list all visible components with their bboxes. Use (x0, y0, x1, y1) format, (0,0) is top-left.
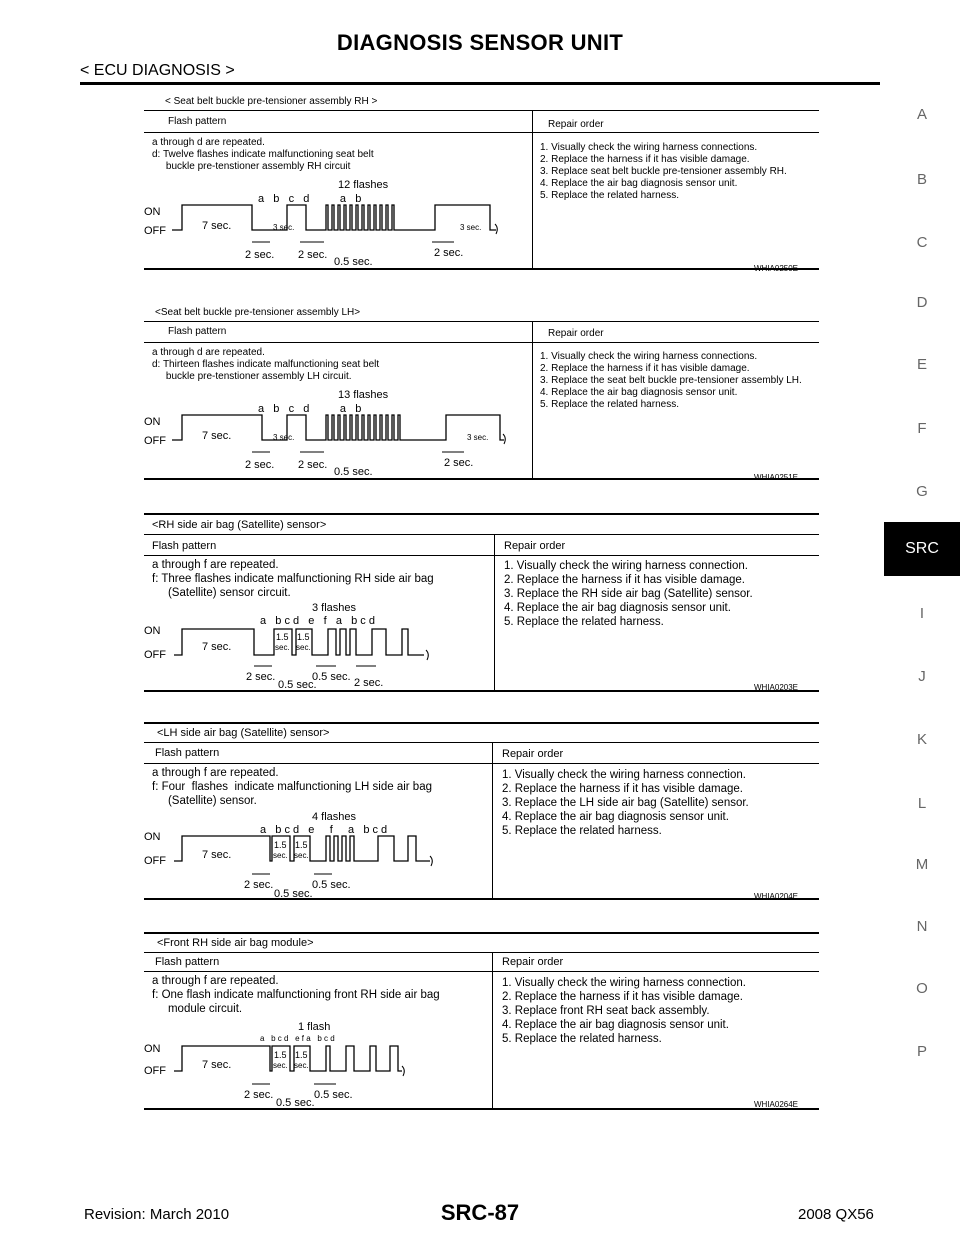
header-rule (80, 82, 880, 85)
break-mark (426, 650, 428, 660)
flash-pattern-header: Flash pattern (155, 747, 220, 759)
on-label: ON (144, 416, 161, 428)
figure-caption: <LH side air bag (Satellite) sensor> (157, 727, 330, 739)
revision-label: Revision: March 2010 (84, 1206, 230, 1223)
figure-code: WHIA0204E (754, 892, 799, 901)
figure-code: WHIA0250E (754, 264, 799, 273)
side-index-item[interactable]: B (916, 171, 927, 188)
duration-label: 2 sec. (444, 457, 474, 469)
duration-label: 2 sec. (298, 459, 328, 471)
side-index-active-tab[interactable]: SRC (884, 522, 960, 576)
breadcrumb: < ECU DIAGNOSIS > (80, 62, 235, 79)
page-title: DIAGNOSIS SENSOR UNIT (336, 30, 624, 55)
duration-label: 1.5 (276, 632, 289, 642)
figure-code: WHIA0264E (754, 1100, 799, 1109)
duration-label: 2 sec. (354, 677, 384, 689)
flash-description: a through d are repeated. d: Twelve flashes indicate malfunctioning seat belt buckle pre-tenstioner assembly RH circuit (152, 137, 374, 172)
break-mark (402, 1066, 404, 1076)
duration-label: 1.5 (295, 1050, 308, 1060)
side-index-item[interactable]: D (916, 294, 928, 311)
side-index-item[interactable]: O (916, 980, 928, 997)
flash-pattern-header: Flash pattern (168, 326, 227, 337)
duration-label: 1.5 (274, 1050, 287, 1060)
duration-label: 7 sec. (202, 1059, 232, 1071)
duration-label: 1.5 (297, 632, 310, 642)
flash-description: a through f are repeated. f: Three flashes indicate malfunctioning RH side air bag (Satellite) sensor circuit. (152, 559, 434, 599)
duration-label: 0.5 sec. (278, 679, 317, 691)
duration-label: 0.5 sec. (314, 1089, 353, 1101)
repair-steps: 1. Visually check the wiring harness connection. 2. Replace the harness if it has visible damage. 3. Replace the LH side air bag (Satellite) sensor. 4. Replace the air bag diagnosis sensor unit. 5. Replace the related harness. (502, 769, 749, 837)
side-index-item[interactable]: F (917, 420, 927, 437)
flash-pattern-diagram (140, 598, 490, 692)
duration-label: sec. (296, 643, 311, 652)
duration-label: 0.5 sec. (334, 466, 373, 478)
duration-label: 2 sec. (245, 459, 275, 471)
repair-order-header: Repair order (504, 540, 566, 552)
duration-label: 7 sec. (202, 430, 232, 442)
duration-label: sec. (273, 851, 288, 860)
on-label: ON (144, 1043, 161, 1055)
flash-pattern-header: Flash pattern (152, 540, 217, 552)
figure-caption: <RH side air bag (Satellite) sensor> (152, 519, 327, 531)
repair-steps: 1. Visually check the wiring harness connection. 2. Replace the harness if it has visible damage. 3. Replace the RH side air bag (Satellite) sensor. 4. Replace the air bag diagnosis sensor unit. 5. Replace the related harness. (504, 560, 753, 628)
side-index-item[interactable]: E (916, 356, 927, 373)
break-mark (503, 434, 505, 444)
segment-letters: a b c d e f a b c d (260, 615, 375, 627)
off-label: OFF (144, 435, 166, 447)
repair-order-header: Repair order (502, 748, 564, 760)
break-mark (495, 224, 497, 234)
duration-label: sec. (294, 851, 309, 860)
duration-label: 0.5 sec. (312, 671, 351, 683)
duration-label: 2 sec. (245, 249, 275, 261)
figure-caption: <Seat belt buckle pre-tensioner assembly LH> (155, 307, 361, 318)
flash-pattern-diagram (140, 382, 520, 482)
duration-label: 0.5 sec. (276, 1097, 315, 1109)
duration-label: 7 sec. (202, 641, 232, 653)
flash-pattern-diagram (140, 172, 520, 272)
segment-letters: a b c d a b (258, 403, 362, 415)
figure-caption: < Seat belt buckle pre-tensioner assembly RH > (165, 96, 378, 107)
flash-description: a through f are repeated. f: Four flashes indicate malfunctioning LH side air bag (Satellite) sensor. (152, 767, 432, 807)
side-index-item[interactable]: G (916, 483, 928, 500)
repair-order-header: Repair order (548, 328, 604, 339)
duration-label: 7 sec. (202, 220, 232, 232)
duration-label: 2 sec. (434, 247, 464, 259)
duration-label: 1.5 (295, 840, 308, 850)
segment-letters: a b c d a b (258, 193, 362, 205)
figure-caption: <Front RH side air bag module> (157, 937, 314, 949)
flash-pattern-header: Flash pattern (168, 116, 227, 127)
segment-letters: a b c d e f a b c d (260, 824, 388, 836)
flash-count-label: 1 flash (298, 1021, 331, 1033)
segment-letters: a b c d e f a b c d (260, 1034, 335, 1043)
repair-steps: 1. Visually check the wiring harness connections. 2. Replace the harness if it has visible damage. 3. Replace seat belt buckle pre-tensioner assembly RH. 4. Replace the air bag diagnosis sensor unit. 5. Replace the related harness. (540, 142, 787, 201)
repair-steps: 1. Visually check the wiring harness connection. 2. Replace the harness if it has visible damage. 3. Replace front RH seat back assembly. 4. Replace the air bag diagnosis sensor unit. 5. Replace the related harness. (502, 977, 746, 1045)
page-number: SRC-87 (440, 1200, 520, 1225)
duration-label: sec. (275, 643, 290, 652)
flash-pattern-header: Flash pattern (155, 956, 220, 968)
on-label: ON (144, 206, 161, 218)
side-index-item[interactable]: I (919, 605, 925, 622)
on-label: ON (144, 831, 161, 843)
flash-count-label: 3 flashes (312, 602, 357, 614)
on-label: ON (144, 625, 161, 637)
flash-description: a through f are repeated. f: One flash indicate malfunctioning front RH side air bag module circuit. (152, 975, 440, 1015)
off-label: OFF (144, 225, 166, 237)
duration-label: 0.5 sec. (334, 256, 373, 268)
duration-label: 3 sec. (273, 433, 295, 442)
repair-order-header: Repair order (502, 956, 564, 968)
side-index-item[interactable]: J (918, 668, 926, 685)
model-label: 2008 QX56 (798, 1206, 874, 1223)
duration-label: 2 sec. (244, 1089, 274, 1101)
duration-label: 3 sec. (467, 433, 489, 442)
duration-label: sec. (273, 1061, 288, 1070)
flash-count-label: 12 flashes (338, 179, 389, 191)
side-index-item[interactable]: N (916, 918, 928, 935)
side-index-item[interactable]: M (915, 856, 929, 873)
duration-label: 3 sec. (273, 223, 295, 232)
duration-label: 1.5 (274, 840, 287, 850)
duration-label: 7 sec. (202, 849, 232, 861)
side-index-item[interactable]: P (916, 1043, 927, 1060)
flash-count-label: 13 flashes (338, 389, 389, 401)
off-label: OFF (144, 855, 166, 867)
flash-description: a through d are repeated. d: Thirteen flashes indicate malfunctioning seat belt buckle pre-tenstioner assembly LH circuit. (152, 347, 380, 382)
flash-pattern-diagram (140, 806, 490, 902)
side-index-item[interactable]: C (916, 234, 928, 251)
repair-steps: 1. Visually check the wiring harness connections. 2. Replace the harness if it has visible damage. 3. Replace the seat belt buckle pre-tensioner assembly LH. 4. Replace the air bag diagnosis sensor unit. 5. Replace the related harness. (540, 351, 802, 410)
duration-label: 0.5 sec. (312, 879, 351, 891)
flash-count-label: 4 flashes (312, 811, 357, 823)
figure-code: WHIA0251E (754, 473, 799, 482)
side-index-item[interactable]: A (916, 106, 927, 123)
repair-order-header: Repair order (548, 119, 604, 130)
duration-label: sec. (294, 1061, 309, 1070)
duration-label: 2 sec. (246, 671, 276, 683)
flash-pattern-diagram (140, 1016, 490, 1110)
figure-code: WHIA0203E (754, 683, 799, 692)
duration-label: 3 sec. (460, 223, 482, 232)
duration-label: 2 sec. (244, 879, 274, 891)
duration-label: 2 sec. (298, 249, 328, 261)
side-index-item[interactable]: K (916, 731, 927, 748)
off-label: OFF (144, 1065, 166, 1077)
off-label: OFF (144, 649, 166, 661)
duration-label: 0.5 sec. (274, 888, 313, 900)
break-mark (430, 856, 432, 866)
side-index (884, 0, 960, 1242)
side-index-item[interactable]: L (917, 795, 927, 812)
